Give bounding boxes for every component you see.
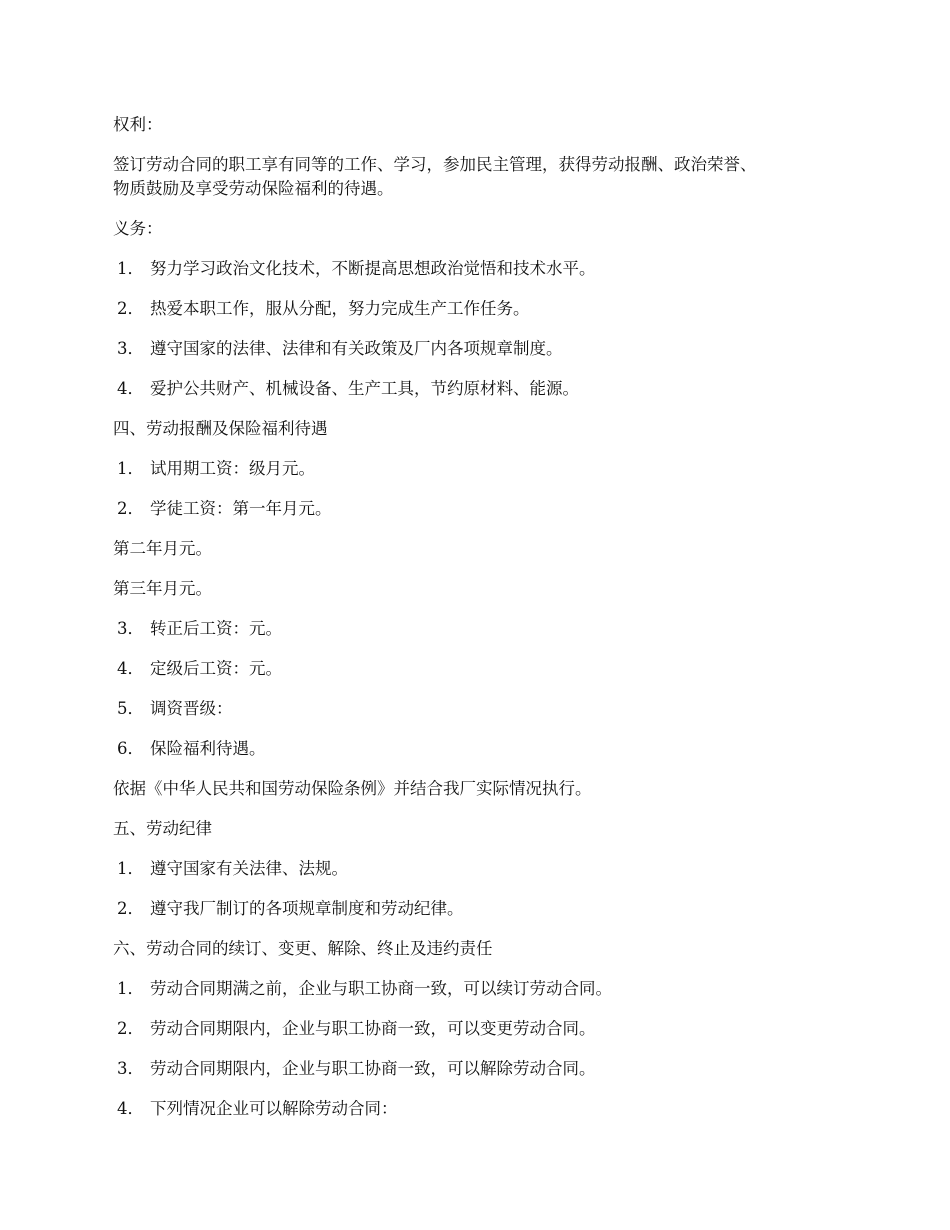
contract-item [113, 1017, 853, 1041]
item-text: 热爱本职工作，服从分配，努力完成生产工作任务。 [150, 299, 530, 318]
item-text: 爱护公共财产、机械设备、生产工具，节约原材料、能源。 [150, 379, 579, 398]
duty-item [113, 377, 853, 401]
rights-body [113, 153, 853, 201]
section-heading: 五、劳动纪律 [113, 819, 212, 838]
rights-body-line: 签订劳动合同的职工享有同等的工作、学习，参加民主管理，获得劳动报酬、政治荣誉、 [113, 155, 757, 174]
item-text: 定级后工资：元。 [150, 659, 282, 678]
item-text: 转正后工资：元。 [150, 619, 282, 638]
item-text: 遵守我厂制订的各项规章制度和劳动纪律。 [150, 899, 464, 918]
discipline-item [113, 897, 853, 921]
item-number: 1． [117, 259, 144, 278]
pay-item [113, 657, 853, 681]
item-number: 1． [117, 459, 144, 478]
contract-item [113, 1057, 853, 1081]
second-year-line: 第二年月元。 [113, 539, 212, 558]
item-number: 3． [117, 1059, 144, 1078]
item-number: 1． [117, 859, 144, 878]
rights-body-line: 物质鼓励及享受劳动保险福利的待遇。 [113, 179, 394, 198]
item-text: 劳动合同期限内，企业与职工协商一致，可以变更劳动合同。 [150, 1019, 596, 1038]
pay-item [113, 617, 853, 641]
duty-item [113, 257, 853, 281]
item-text: 劳动合同期满之前，企业与职工协商一致，可以续订劳动合同。 [150, 979, 612, 998]
item-text: 试用期工资：级月元。 [150, 459, 315, 478]
duty-item [113, 297, 853, 321]
item-text: 调资晋级： [150, 699, 233, 718]
item-number: 2． [117, 299, 144, 318]
item-number: 3． [117, 619, 144, 638]
pay-item [113, 697, 853, 721]
item-text: 努力学习政治文化技术，不断提高思想政治觉悟和技术水平。 [150, 259, 596, 278]
document-page [113, 113, 853, 1137]
item-number: 5． [117, 699, 144, 718]
third-year-line: 第三年月元。 [113, 579, 212, 598]
contract-item [113, 1097, 853, 1121]
item-number: 1． [117, 979, 144, 998]
section-heading: 四、劳动报酬及保险福利待遇 [113, 419, 328, 438]
item-text: 下列情况企业可以解除劳动合同： [150, 1099, 398, 1118]
item-number: 2． [117, 499, 144, 518]
item-text: 遵守国家有关法律、法规。 [150, 859, 348, 878]
duties-heading: 义务： [113, 219, 163, 238]
contract-item [113, 977, 853, 1001]
item-number: 6． [117, 739, 144, 758]
discipline-item [113, 857, 853, 881]
item-text: 学徒工资：第一年月元。 [150, 499, 332, 518]
duty-item [113, 337, 853, 361]
item-number: 3． [117, 339, 144, 358]
insurance-basis: 依据《中华人民共和国劳动保险条例》并结合我厂实际情况执行。 [113, 779, 592, 798]
item-number: 4． [117, 1099, 144, 1118]
section-heading: 六、劳动合同的续订、变更、解除、终止及违约责任 [113, 939, 493, 958]
pay-item [113, 737, 853, 761]
item-text: 保险福利待遇。 [150, 739, 266, 758]
item-number: 4． [117, 379, 144, 398]
pay-item [113, 497, 853, 521]
item-number: 2． [117, 1019, 144, 1038]
item-number: 2． [117, 899, 144, 918]
item-number: 4． [117, 659, 144, 678]
rights-heading: 权利： [113, 115, 163, 134]
item-text: 劳动合同期限内，企业与职工协商一致，可以解除劳动合同。 [150, 1059, 596, 1078]
pay-item [113, 457, 853, 481]
item-text: 遵守国家的法律、法律和有关政策及厂内各项规章制度。 [150, 339, 563, 358]
